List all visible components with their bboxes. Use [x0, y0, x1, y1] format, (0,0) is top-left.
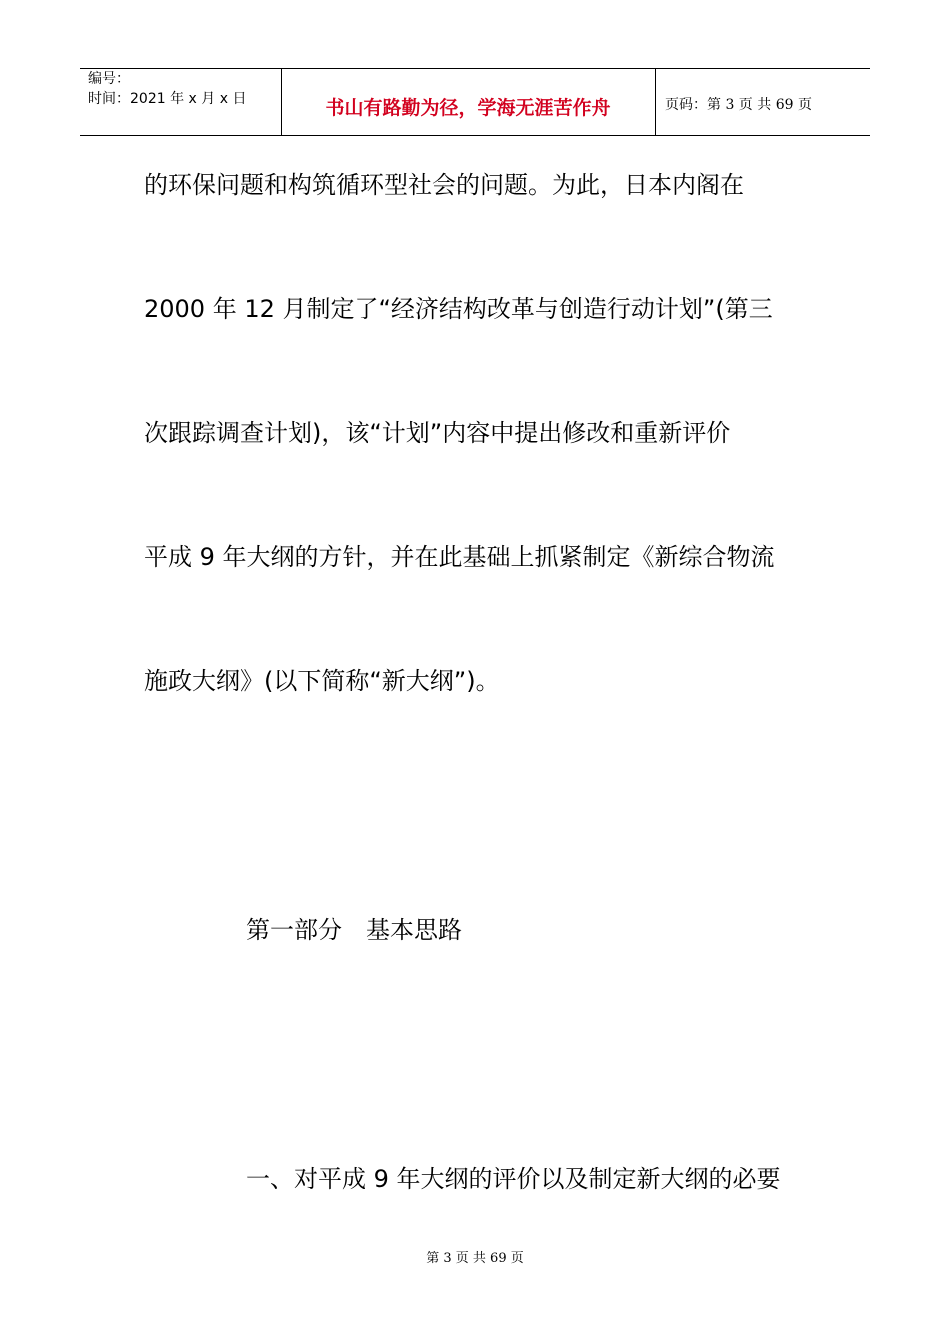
- paragraph-line: 平成 9 年大纲的方针，并在此基础上抓紧制定《新综合物流: [144, 543, 775, 571]
- header-meta-cell: [80, 69, 282, 135]
- subsection-heading: 一、对平成 9 年大纲的评价以及制定新大纲的必要: [246, 1165, 781, 1193]
- page-header: [80, 68, 870, 136]
- page-code: 页码：第 3 页 共 69 页: [665, 97, 812, 113]
- paragraph-line: 2000 年 12 月制定了“经济结构改革与创造行动计划”(第三: [144, 295, 773, 323]
- motto-text: 书山有路勤为径，学海无涯苦作舟: [325, 97, 611, 119]
- date-label: 时间：2021 年 x 月 x 日: [88, 91, 247, 107]
- header-page-cell: [656, 69, 870, 135]
- paragraph-line: 施政大纲》(以下简称“新大纲”)。: [144, 667, 500, 695]
- section-heading: 第一部分 基本思路: [246, 916, 462, 944]
- number-label: 编号：: [88, 71, 130, 87]
- paragraph-line: 次跟踪调查计划)，该“计划”内容中提出修改和重新评价: [144, 419, 731, 447]
- paragraph-line: 的环保问题和构筑循环型社会的问题。为此，日本内阁在: [144, 171, 744, 199]
- page-footer: 第 3 页 共 69 页: [426, 1251, 524, 1266]
- header-motto-cell: [281, 69, 656, 135]
